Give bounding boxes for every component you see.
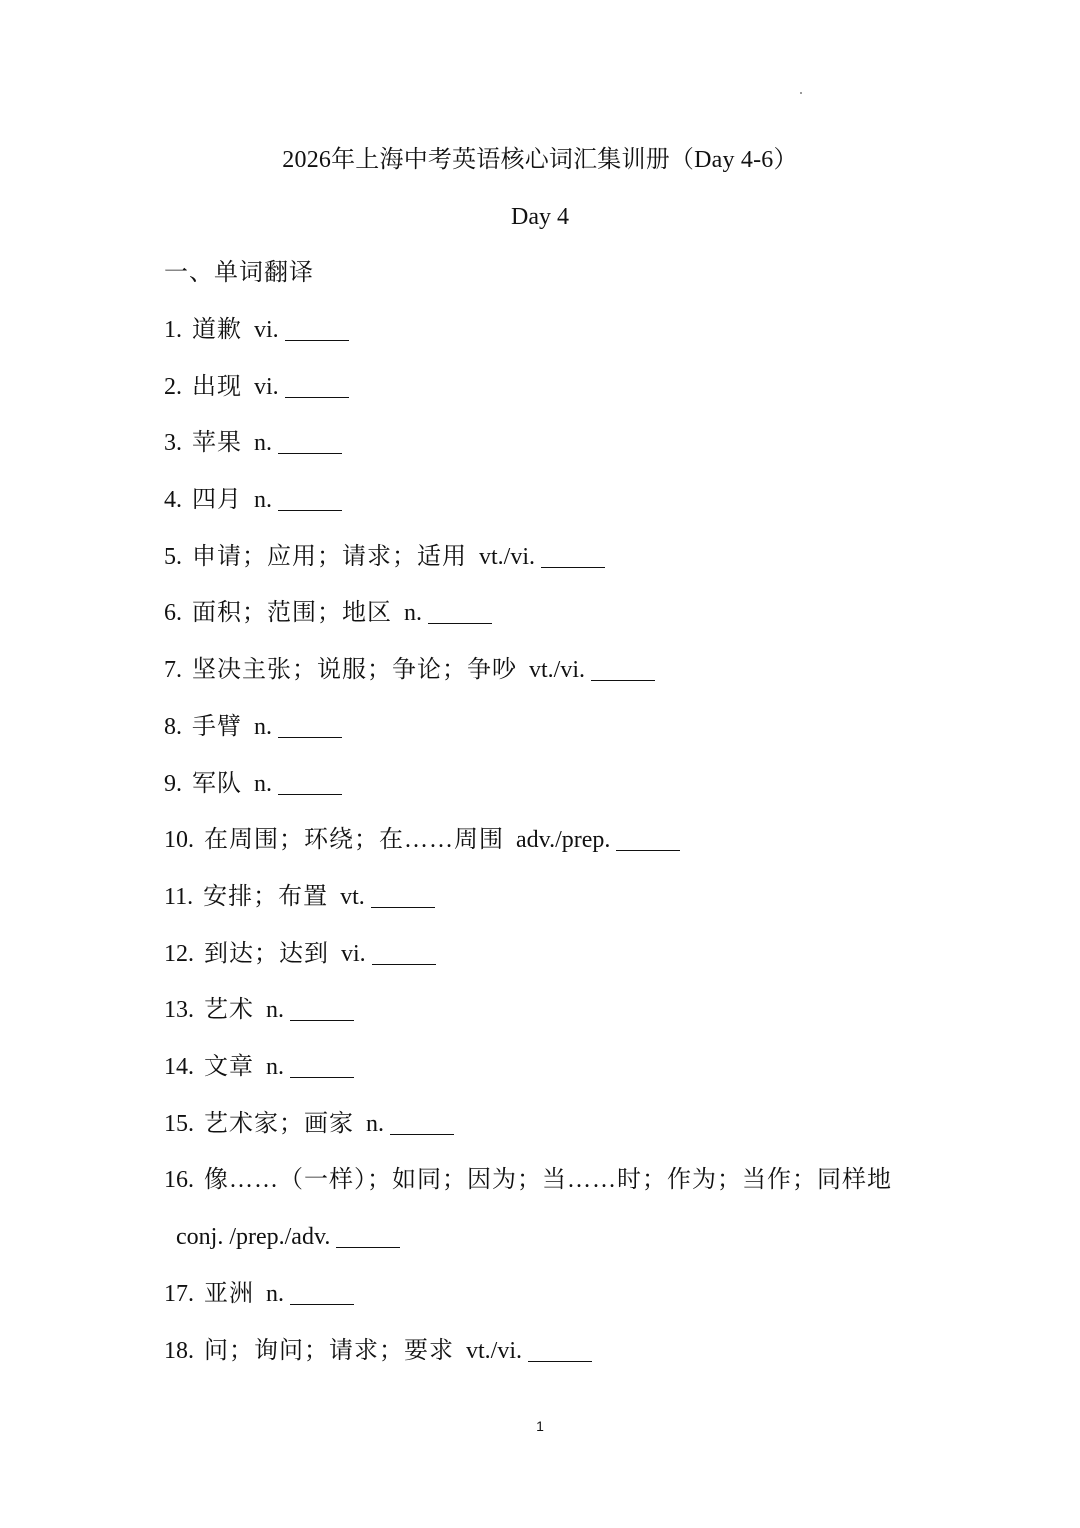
- answer-blank[interactable]: [371, 883, 435, 908]
- vocab-item: [164, 1331, 924, 1371]
- vocab-item: [164, 593, 924, 633]
- item-number: 3.: [164, 430, 182, 457]
- vocab-item: [164, 707, 924, 747]
- chinese-meaning: 文章: [204, 1053, 254, 1080]
- vocab-item: [164, 310, 924, 350]
- answer-blank[interactable]: [528, 1337, 592, 1362]
- vocab-item: [164, 764, 924, 804]
- answer-blank[interactable]: [541, 543, 605, 568]
- item-number: 12.: [164, 940, 194, 967]
- part-of-speech: vt./vi.: [466, 1337, 523, 1364]
- answer-blank[interactable]: [278, 770, 342, 795]
- vocab-item: [164, 877, 924, 917]
- chinese-meaning: 苹果: [192, 430, 242, 457]
- vocab-item: [164, 1047, 924, 1087]
- chinese-meaning: 道歉: [192, 317, 242, 343]
- chinese-meaning: 在周围；环绕；在……周围: [204, 827, 504, 854]
- item-number: 2.: [164, 373, 182, 400]
- item-number: 14.: [164, 1053, 194, 1080]
- item-number: 5.: [164, 543, 182, 570]
- answer-blank[interactable]: [278, 486, 342, 511]
- part-of-speech: n.: [266, 997, 284, 1024]
- answer-blank[interactable]: [278, 713, 342, 738]
- answer-blank[interactable]: [290, 1280, 354, 1305]
- part-of-speech: n.: [254, 713, 272, 740]
- vocab-item: [164, 934, 924, 974]
- part-of-speech: conj. /prep./adv.: [176, 1223, 331, 1250]
- part-of-speech: vi.: [254, 373, 279, 400]
- vocab-item: [164, 367, 924, 407]
- day-heading: Day 4: [511, 204, 569, 230]
- page-number: 1: [536, 1418, 544, 1434]
- part-of-speech: vi.: [254, 317, 279, 343]
- answer-blank[interactable]: [428, 599, 492, 624]
- chinese-meaning: 亚洲: [204, 1281, 254, 1307]
- chinese-meaning: 艺术: [204, 997, 254, 1024]
- item-number: 9.: [164, 770, 182, 797]
- part-of-speech: vi.: [341, 940, 366, 967]
- vocab-item: [164, 1152, 924, 1266]
- answer-blank[interactable]: [290, 1053, 354, 1078]
- part-of-speech: vt./vi.: [529, 657, 586, 684]
- vocab-item: [164, 423, 924, 463]
- item-number: 8.: [164, 713, 182, 740]
- answer-blank[interactable]: [278, 429, 342, 454]
- answer-blank[interactable]: [591, 656, 655, 681]
- vocab-item: [164, 1274, 924, 1314]
- vocab-item: [164, 650, 924, 690]
- part-of-speech: adv./prep.: [516, 827, 611, 854]
- chinese-meaning: 到达；达到: [204, 940, 329, 967]
- answer-blank[interactable]: [390, 1110, 454, 1135]
- part-of-speech: n.: [254, 430, 272, 457]
- vocab-item: [164, 820, 924, 860]
- vocab-item: [164, 537, 924, 577]
- part-of-speech: n.: [266, 1053, 284, 1080]
- item-number: 7.: [164, 657, 182, 684]
- item-number: 4.: [164, 487, 182, 514]
- part-of-speech: n.: [266, 1281, 284, 1307]
- chinese-meaning: 坚决主张；说服；争论；争吵: [192, 657, 517, 684]
- item-number: 16.: [164, 1166, 194, 1193]
- item-number: 13.: [164, 997, 194, 1024]
- chinese-meaning: 申请；应用；请求；适用: [192, 543, 467, 570]
- chinese-meaning: 四月: [192, 487, 242, 514]
- answer-blank[interactable]: [285, 316, 349, 341]
- item-number: 10.: [164, 827, 194, 854]
- chinese-meaning: 艺术家；画家: [204, 1110, 354, 1137]
- item-number: 6.: [164, 600, 182, 627]
- item-number: 18.: [164, 1337, 194, 1364]
- answer-blank[interactable]: [372, 940, 436, 965]
- answer-blank[interactable]: [336, 1223, 400, 1248]
- part-of-speech: n.: [254, 770, 272, 797]
- part-of-speech: n.: [404, 600, 422, 627]
- vocabulary-list: [164, 310, 924, 1387]
- chinese-meaning: 像……（一样）；如同；因为；当……时；作为；当作；同样地: [204, 1166, 892, 1193]
- vocab-item: [164, 480, 924, 520]
- item-number: 15.: [164, 1110, 194, 1137]
- chinese-meaning: 出现: [192, 373, 242, 400]
- part-of-speech: n.: [366, 1110, 384, 1137]
- vocab-item: [164, 1104, 924, 1144]
- chinese-meaning: 军队: [192, 770, 242, 797]
- scan-speck: [800, 92, 802, 94]
- item-number: 11.: [164, 883, 194, 910]
- chinese-meaning: 手臂: [192, 713, 242, 740]
- answer-blank[interactable]: [285, 373, 349, 398]
- item-number: 1.: [164, 317, 182, 343]
- answer-blank[interactable]: [290, 996, 354, 1021]
- vocab-item: [164, 990, 924, 1030]
- document-title: 2026年上海中考英语核心词汇集训册（Day 4-6）: [282, 147, 798, 173]
- item-number: 17.: [164, 1281, 194, 1307]
- chinese-meaning: 安排；布置: [203, 883, 329, 910]
- part-of-speech: vt./vi.: [479, 543, 536, 570]
- section-heading: 一、单词翻译: [164, 260, 314, 286]
- part-of-speech: vt.: [340, 883, 365, 910]
- chinese-meaning: 面积；范围；地区: [192, 600, 392, 627]
- chinese-meaning: 问；询问；请求；要求: [204, 1337, 454, 1364]
- answer-blank[interactable]: [616, 826, 680, 851]
- part-of-speech: n.: [254, 487, 272, 514]
